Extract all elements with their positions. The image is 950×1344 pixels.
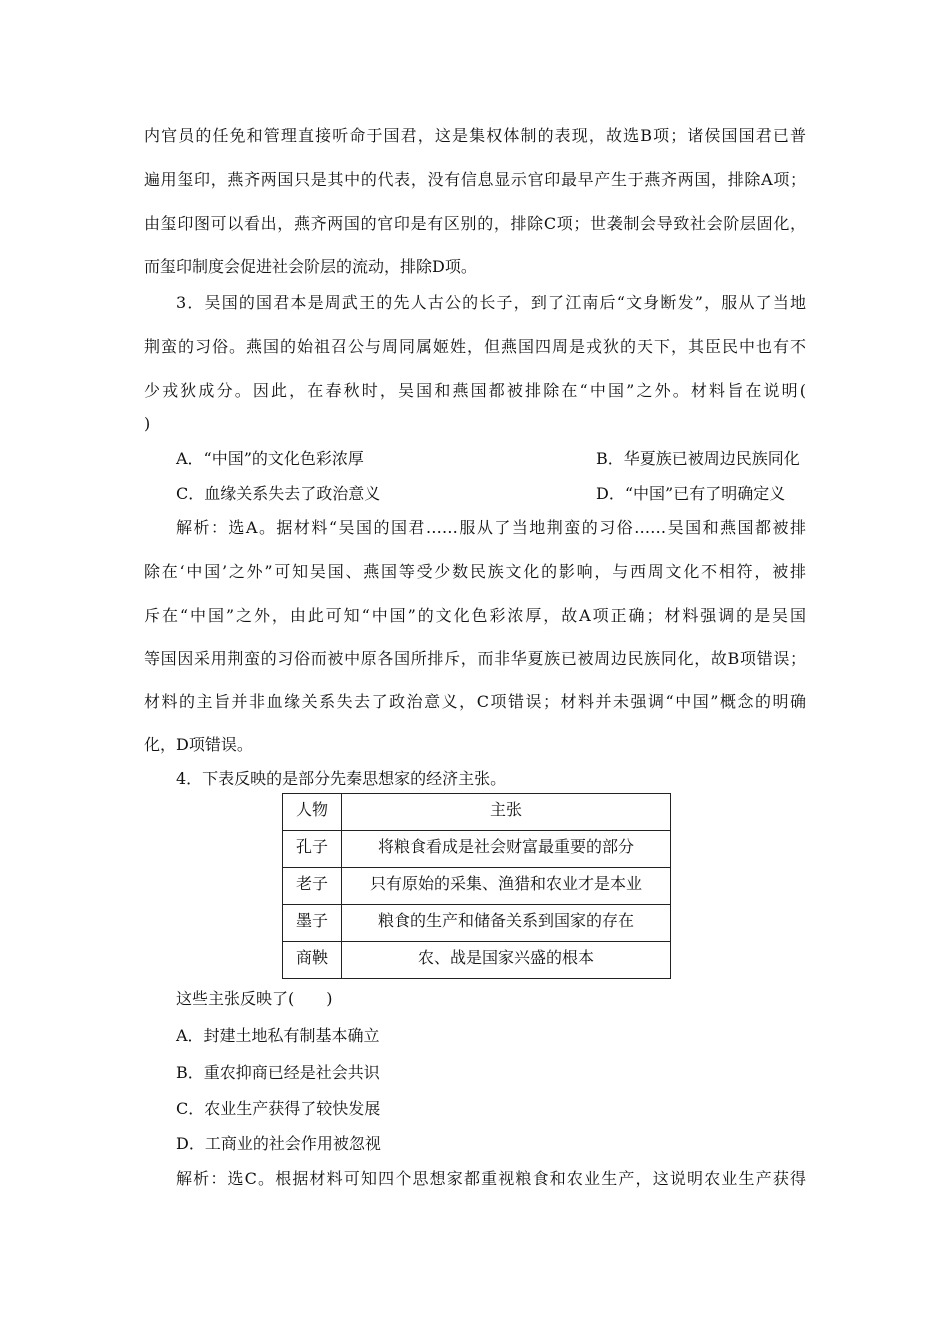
option-b: B．华夏族已被周边民族同化	[596, 449, 800, 468]
explanation-line: 解析：选C。根据材料可知四个思想家都重视粮食和农业生产，这说明农业生产获得	[176, 1169, 806, 1188]
option-c: C．血缘关系失去了政治意义	[176, 484, 381, 503]
explanation-line: 除在‘中国’之外”可知吴国、燕国等受少数民族文化的影响，与西周文化不相符，被排	[144, 562, 806, 581]
table-cell: 粮食的生产和储备关系到国家的存在	[342, 905, 671, 942]
question-stem-line: 3．吴国的国君本是周武王的先人古公的长子，到了江南后“文身断发”，服从了当地	[176, 293, 806, 312]
option-d: D．工商业的社会作用被忽视	[176, 1134, 381, 1153]
table-row	[283, 831, 671, 868]
table-cell: 只有原始的采集、渔猎和农业才是本业	[342, 868, 671, 905]
explanation-line: 而玺印制度会促进社会阶层的流动，排除D项。	[144, 257, 477, 276]
table-cell: 孔子	[283, 831, 342, 868]
explanation-line: 由玺印图可以看出，燕齐两国的官印是有区别的，排除C项；世袭制会导致社会阶层固化，	[144, 214, 806, 233]
table-cell: 将粮食看成是社会财富最重要的部分	[342, 831, 671, 868]
thinkers-table	[282, 793, 671, 979]
table-cell: 墨子	[283, 905, 342, 942]
explanation-line: 材料的主旨并非血缘关系失去了政治意义，C项错误；材料并未强调“中国”概念的明确	[144, 692, 806, 711]
question-stem-line: 荆蛮的习俗。燕国的始祖召公与周同属姬姓，但燕国四周是戎狄的天下，其臣民中也有不	[144, 337, 806, 356]
table-cell: 老子	[283, 868, 342, 905]
question-stem-line: )	[144, 414, 151, 433]
table-cell: 农、战是国家兴盛的根本	[342, 942, 671, 979]
explanation-line: 遍用玺印，燕齐两国只是其中的代表，没有信息显示官印最早产生于燕齐两国，排除A项；	[144, 170, 806, 189]
table-header-row	[283, 794, 671, 831]
table-row	[283, 905, 671, 942]
explanation-line: 内官员的任免和管理直接听命于国君，这是集权体制的表现，故选B项；诸侯国国君已普	[144, 126, 806, 145]
explanation-line: 等国因采用荆蛮的习俗而被中原各国所排斥，而非华夏族已被周边民族同化，故B项错误；	[144, 649, 806, 668]
table-header-cell: 主张	[342, 794, 671, 831]
table-cell: 商鞅	[283, 942, 342, 979]
option-a: A．封建土地私有制基本确立	[176, 1026, 380, 1045]
table-row	[283, 868, 671, 905]
option-c: C．农业生产获得了较快发展	[176, 1099, 381, 1118]
option-d: D．“中国”已有了明确定义	[596, 484, 786, 503]
table-header-cell: 人物	[283, 794, 342, 831]
explanation-line: 斥在“中国”之外，由此可知“中国”的文化色彩浓厚，故A项正确；材料强调的是吴国	[144, 606, 806, 625]
option-a: A．“中国”的文化色彩浓厚	[176, 449, 364, 468]
explanation-line: 化，D项错误。	[144, 735, 253, 754]
question-stem-line: 少戎狄成分。因此，在春秋时，吴国和燕国都被排除在“中国”之外。材料旨在说明(	[144, 381, 806, 400]
question-stem: 4．下表反映的是部分先秦思想家的经济主张。	[176, 769, 507, 788]
question-prompt: 这些主张反映了( )	[176, 989, 333, 1008]
option-b: B．重农抑商已经是社会共识	[176, 1063, 380, 1082]
table-row	[283, 942, 671, 979]
explanation-line: 解析：选A。据材料“吴国的国君……服从了当地荆蛮的习俗……吴国和燕国都被排	[176, 518, 806, 537]
